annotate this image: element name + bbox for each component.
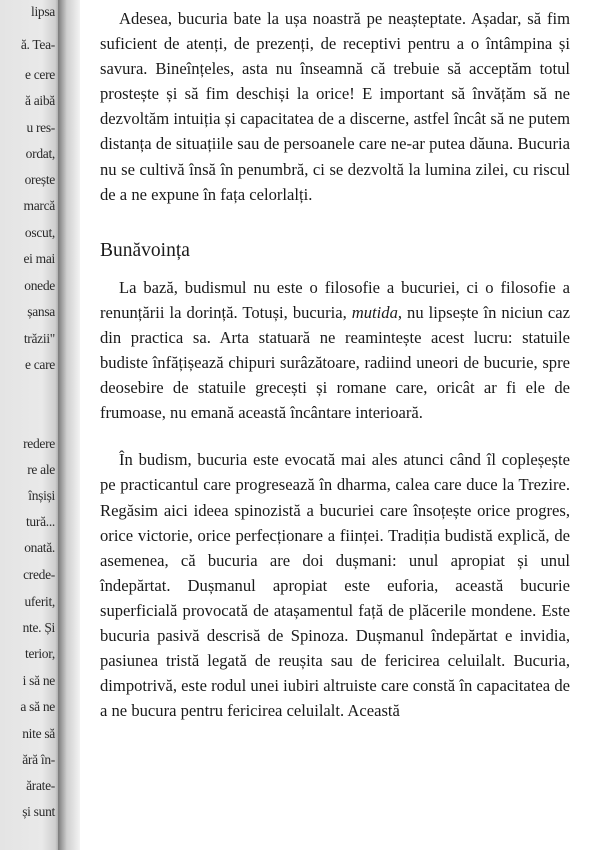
paragraph-2 <box>100 275 570 426</box>
facing-page-fragment: nite să <box>22 726 55 741</box>
paragraph-2-text-b: , nu lipsește în niciun caz din practica sa. Arta statuară ne reamintește acest lucru: statuile budiste înfățișează chipuri surâzătoare, radiind uneori de bucurie, spre deosebire de statuile grecești și romane care, oricât ar fi ele de frumoase, nu emană această încântare interioară. <box>100 302 570 423</box>
facing-page-fragment: ărate- <box>26 778 55 793</box>
facing-page-fragment: a să ne <box>20 699 55 714</box>
facing-page-fragment: i să ne <box>22 673 55 688</box>
paragraph-1: Adesea, bucuria bate la ușa noastră pe neașteptate. Așadar, să fim suficient de atenți, de prezenți, de receptivi pentru a o întâmpina și savura. Bineînțeles, asta nu înseamnă că trebuie să acceptăm totul prostește și să fim deschiși la orice! E important să învățăm să ne dezvoltăm intuiția și capacitatea de a discerne, astfel încât să ne putem distanța de situațiile sau de persoanele care ne-ar putea dăuna. Bucuria nu se cultivă însă în penumbră, ci se dezvoltă la lumina zilei, cu riscul de a ne expune în fața celorlalți. <box>100 9 570 204</box>
facing-page-fragment: șansa <box>27 304 55 319</box>
facing-page-fragment: crede- <box>23 567 55 582</box>
paragraph-2-italic-term: mutida <box>351 302 398 322</box>
facing-page-fragment: tură... <box>25 514 55 529</box>
facing-page-fragment: orește <box>24 172 55 187</box>
facing-page-fragment: ei mai <box>23 251 55 266</box>
facing-page-fragment: re ale <box>27 462 55 477</box>
facing-page-fragment: lipsa <box>31 4 55 19</box>
facing-page-fragment: ordat, <box>25 146 55 161</box>
facing-page-fragment: ără în- <box>22 752 55 767</box>
facing-page-fragment: onede <box>24 278 55 293</box>
facing-page-fragment: ă aibă <box>24 93 55 108</box>
facing-page-fragment: nte. Și <box>22 620 55 635</box>
book-gutter <box>58 0 80 850</box>
facing-page-fragment: onată. <box>24 540 55 555</box>
facing-page-fragment: oscut, <box>24 225 55 240</box>
facing-page-fragment: trăzii" <box>23 331 55 346</box>
paragraph-2-text-a: La bază, budismul nu este o filosofie a bucuriei, ci o filosofie a renunțării la dorință. Totuși, bucuria, <box>100 277 570 322</box>
facing-page-fragment: și sunt <box>22 804 55 819</box>
facing-page-fragment: u res- <box>26 120 55 135</box>
facing-page-fragment: ă. Tea- <box>20 37 55 52</box>
book-page <box>100 6 570 723</box>
paragraph-3: În budism, bucuria este evocată mai ales atunci când îl copleșește pe practicantul care progresează în dharma, calea care duce la Trezire. Regăsim aici ideea spinozistă a bucuriei care însoțește orice progres, orice victorie, orice perfecționare a ființei. Tradiția budistă explică, de asemenea, că bucuria are doi dușmani: unul apropiat și unul îndepărtat. Dușmanul apropiat este euforia, această bucurie superficială provocată de atașamentul față de plăcerile mondene. Este bucuria pasivă descrisă de Spinoza. Dușmanul îndepărtat e invidia, pasiunea tristă legată de reușita sau de fericirea celuilalt. Bucuria, dimpotrivă, este rodul unei iubiri altruiste care constă în capacitatea de a ne bucura pentru fericirea celuilalt. Această <box>100 450 570 721</box>
facing-page-fragment: uferit, <box>24 594 55 609</box>
section-heading: Bunăvoința <box>100 239 190 261</box>
facing-page-fragment: terior, <box>25 646 55 661</box>
facing-page <box>0 0 60 850</box>
facing-page-fragment: e cere <box>24 67 55 82</box>
facing-page-fragment: înșiși <box>28 488 55 503</box>
facing-page-fragment: e care <box>24 357 55 372</box>
facing-page-fragment: marcă <box>23 198 55 213</box>
facing-page-fragment: redere <box>23 436 55 451</box>
